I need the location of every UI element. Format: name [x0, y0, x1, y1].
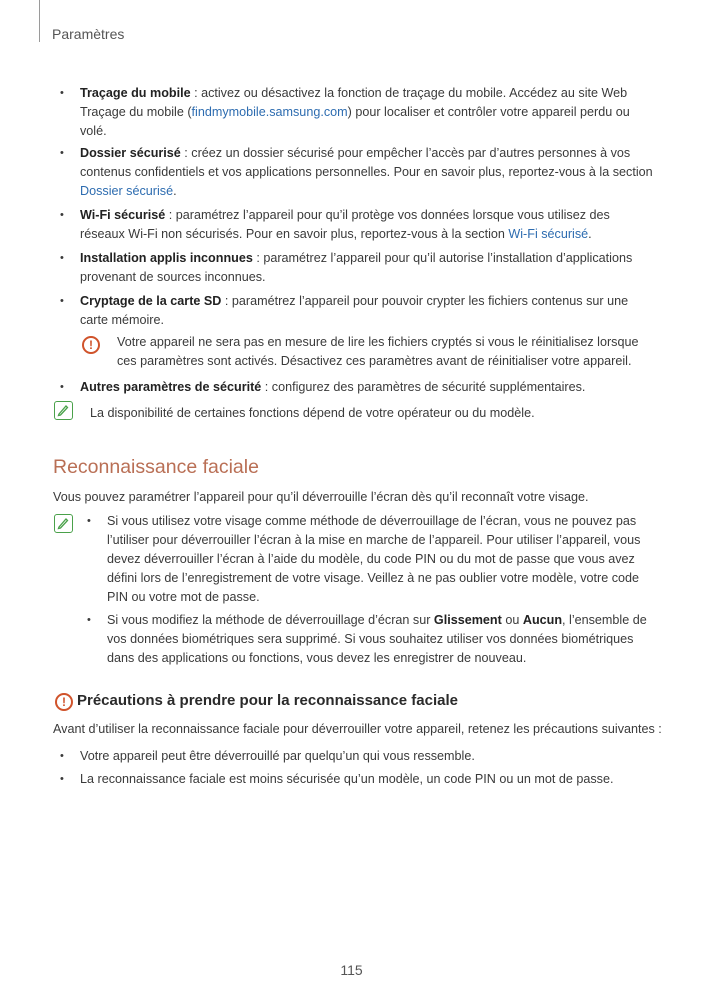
item-text: , l’ensemble de vos données biométriques sera supprimé. Si vous souhaitez utiliser vos données biométriques dans des applications ou fonctions, vous devez les enregistrer de nouveau. [107, 613, 647, 665]
item-text: Si vous utilisez votre visage comme méthode de déverrouillage de l’écran, vous ne pouvez pas l’utiliser pour déverrouiller l’écran à la mise en marche de l’appareil. Pour utiliser l’appareil, vous devez déverrouiller l’écran à l’aide du modèle, du code PIN ou du mot de passe que vous avez défini lors de l’enregistrement de votre visage. Veillez à ne pas oublier votre modèle, votre code PIN ou votre mot de passe. [107, 514, 641, 604]
warning-icon: ! [82, 336, 100, 354]
item-text: : créez un dossier sécurisé pour empêcher l’accès par d’autres personnes à vos contenus confidentiels et vos applications personnelles. Pour en savoir plus, reportez-vous à la section [80, 146, 653, 179]
secure-wifi-link[interactable]: Wi-Fi sécurisé [508, 227, 589, 241]
term-label: Dossier sécurisé [80, 146, 181, 160]
margin-rule [39, 0, 40, 42]
item-text: : configurez des paramètres de sécurité supplémentaires. [261, 380, 586, 394]
list-item-other-security [60, 378, 655, 397]
header-title: Paramètres [52, 26, 125, 42]
term-label: Wi-Fi sécurisé [80, 208, 166, 222]
bullet: • [60, 209, 64, 221]
bullet: • [60, 750, 64, 762]
item-text: . [588, 227, 592, 241]
face-note-1 [87, 512, 652, 607]
bullet: • [87, 614, 91, 626]
findmymobile-link[interactable]: findmymobile.samsung.com [191, 105, 348, 119]
term-label: Glissement [433, 613, 502, 627]
availability-note: La disponibilité de certaines fonctions dépend de votre opérateur ou du modèle. [90, 406, 535, 420]
term-label: Autres paramètres de sécurité [80, 380, 262, 394]
item-text: : paramétrez l’appareil pour pouvoir crypter les fichiers contenus sur une carte mémoire. [80, 294, 629, 327]
list-item-unknown-apps [60, 249, 640, 287]
item-text: La reconnaissance faciale est moins sécurisée qu’un modèle, un code PIN ou un mot de passe. [80, 772, 614, 786]
face-intro: Vous pouvez paramétrer l’appareil pour qu’il déverrouille l’écran dès qu’il reconnaît votre visage. [53, 490, 589, 504]
bullet: • [60, 252, 64, 264]
precaution-item [60, 770, 660, 789]
bullet: • [87, 515, 91, 527]
item-text: Votre appareil peut être déverrouillé par quelqu’un qui vous ressemble. [80, 749, 475, 763]
item-text: : activez ou désactivez la fonction de traçage du mobile. Accédez au site Web Traçage du mobile ( [80, 86, 628, 119]
term-label: Traçage du mobile [80, 86, 191, 100]
section-title: Reconnaissance faciale [53, 456, 259, 478]
note-icon [54, 514, 73, 533]
item-text: : paramétrez l’appareil pour qu’il autorise l’installation d’applications provenant de sources inconnues. [80, 251, 633, 284]
bullet: • [60, 87, 64, 99]
term-label: Cryptage de la carte SD [80, 294, 222, 308]
list-item-sd-encryption [60, 292, 655, 330]
page-number: 115 [340, 962, 363, 978]
term-label: Aucun [522, 613, 563, 627]
sd-warning-text: Votre appareil ne sera pas en mesure de lire les fichiers cryptés si vous le réinitialisez lorsque ces paramètres sont activés. Désactivez ces paramètres avant de réinitialiser votre appareil. [117, 335, 639, 368]
item-text: . [173, 184, 177, 198]
list-item-tracking [60, 84, 640, 141]
precaution-item [60, 747, 660, 766]
secure-folder-link[interactable]: Dossier sécurisé [80, 184, 174, 198]
item-text: : paramétrez l’appareil pour qu’il protège vos données lorsque vous utilisez des réseaux Wi-Fi non sécurisés. Pour en savoir plus, reportez-vous à la section [80, 208, 610, 241]
bullet: • [60, 147, 64, 159]
item-text: ou [501, 613, 523, 627]
note-icon [54, 401, 73, 420]
list-item-secure-wifi [60, 206, 655, 244]
face-note-2 [87, 611, 652, 668]
list-item-secure-folder [60, 144, 655, 201]
bullet: • [60, 773, 64, 785]
warning-icon: ! [55, 693, 73, 711]
bullet: • [60, 295, 64, 307]
item-text: ) pour localiser et contrôler votre appareil perdu ou volé. [80, 105, 630, 138]
precautions-title: Précautions à prendre pour la reconnaissance faciale [77, 692, 458, 709]
term-label: Installation applis inconnues [80, 251, 253, 265]
precautions-intro: Avant d’utiliser la reconnaissance faciale pour déverrouiller votre appareil, retenez les précautions suivantes : [53, 722, 662, 736]
bullet: • [60, 381, 64, 393]
item-text: Si vous modifiez la méthode de déverrouillage d’écran sur [107, 613, 434, 627]
